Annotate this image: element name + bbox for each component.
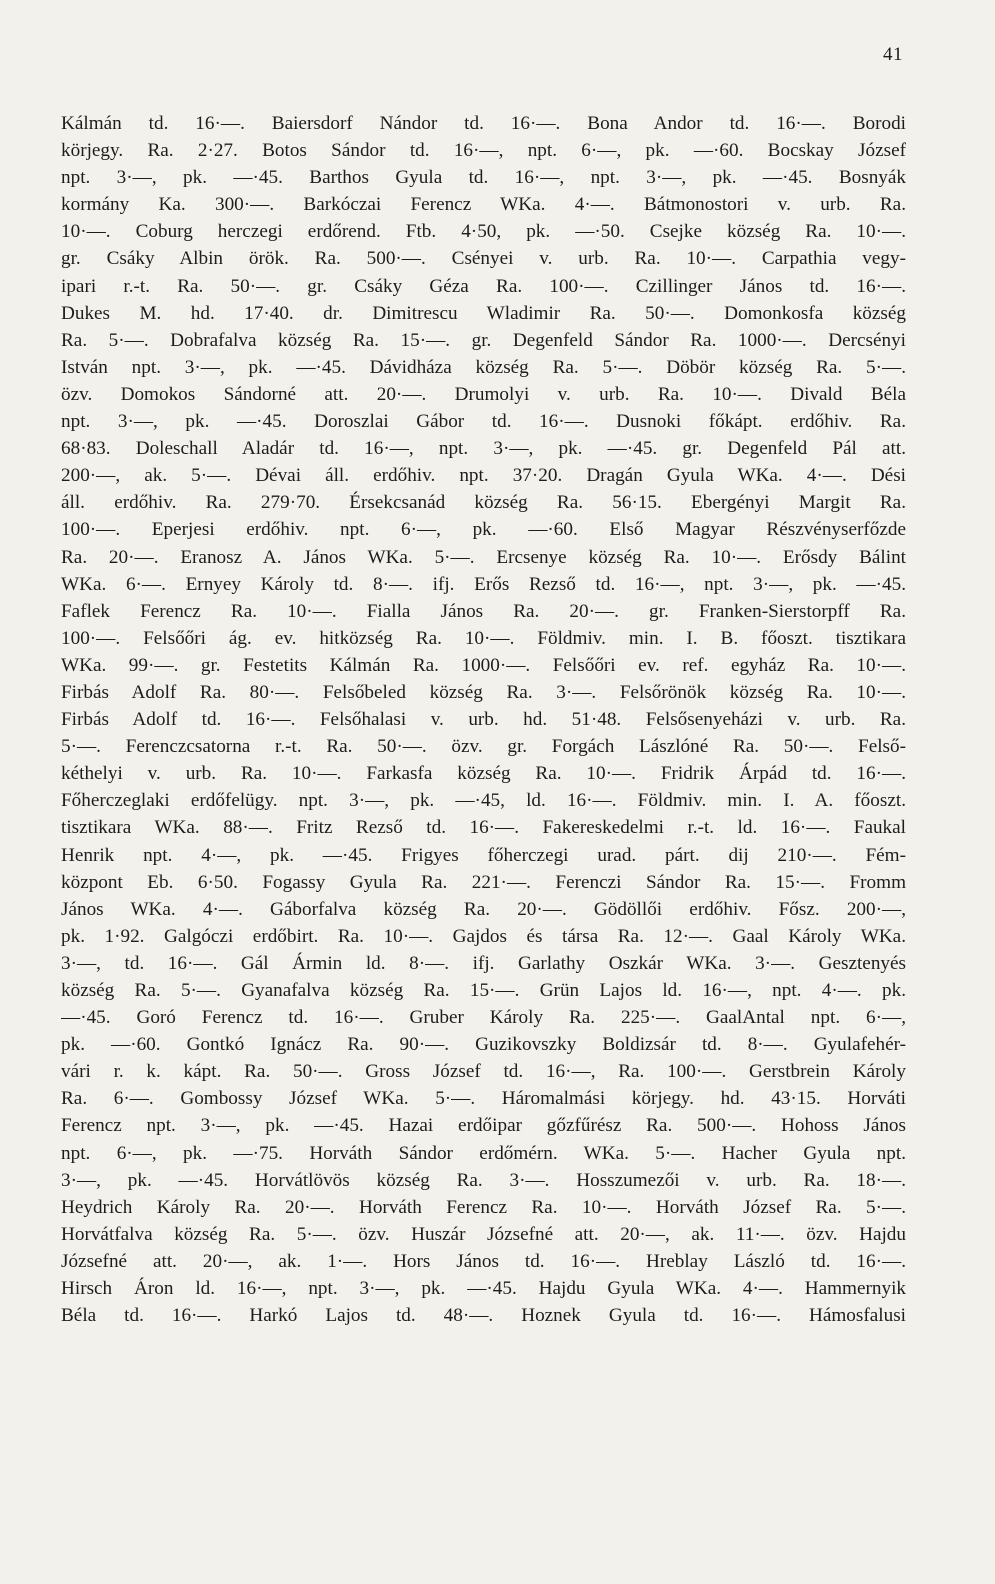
text-line: 3·—, pk. —·45. Horvátlövös község Ra. 3·—. Hosszumezői v. urb. Ra. 18·—. bbox=[61, 1169, 906, 1191]
text-line: kormány Ka. 300·—. Barkóczai Ferencz WKa. 4·—. Bátmonostori v. urb. Ra. bbox=[61, 194, 906, 216]
text-line: Firbás Adolf td. 16·—. Felsőhalasi v. urb. hd. 51·48. Felsősenyeházi v. urb. Ra. bbox=[61, 709, 906, 731]
page-number: 41 bbox=[883, 44, 903, 65]
text-line: Ferencz npt. 3·—, pk. —·45. Hazai erdőipar gőzfűrész Ra. 500·—. Hohoss János bbox=[61, 1115, 906, 1137]
text-line: 3·—, td. 16·—. Gál Ármin ld. 8·—. ifj. Garlathy Oszkár WKa. 3·—. Gesztenyés bbox=[61, 952, 906, 974]
text-line: —·45. Goró Ferencz td. 16·—. Gruber Károly Ra. 225·—. GaalAntal npt. 6·—, bbox=[61, 1007, 906, 1029]
text-line: 68·83. Doleschall Aladár td. 16·—, npt. 3·—, pk. —·45. gr. Degenfeld Pál att. bbox=[61, 438, 906, 460]
text-line: István npt. 3·—, pk. —·45. Dávidháza község Ra. 5·—. Döbör község Ra. 5·—. bbox=[61, 356, 906, 378]
text-line: Faflek Ferencz Ra. 10·—. Fialla János Ra. 20·—. gr. Franken-Sierstorpff Ra. bbox=[61, 600, 906, 622]
text-line: Béla td. 16·—. Harkó Lajos td. 48·—. Hoznek Gyula td. 16·—. Hámosfalusi bbox=[61, 1305, 906, 1327]
text-line: Főherczeglaki erdőfelügy. npt. 3·—, pk. —·45, ld. 16·—. Földmiv. min. I. A. főoszt. bbox=[61, 790, 906, 812]
text-line: áll. erdőhiv. Ra. 279·70. Érsekcsanád község Ra. 56·15. Ebergényi Margit Ra. bbox=[61, 492, 906, 514]
text-line: Horvátfalva község Ra. 5·—. özv. Huszár Józsefné att. 20·—, ak. 11·—. özv. Hajdu bbox=[61, 1223, 906, 1245]
text-line: Ra. 5·—. Dobrafalva község Ra. 15·—. gr. Degenfeld Sándor Ra. 1000·—. Dercsényi bbox=[61, 329, 906, 351]
text-line: 10·—. Coburg herczegi erdőrend. Ftb. 4·50, pk. —·50. Csejke község Ra. 10·—. bbox=[61, 221, 906, 243]
text-line: WKa. 99·—. gr. Festetits Kálmán Ra. 1000·—. Felsőőri ev. ref. egyház Ra. 10·—. bbox=[61, 654, 906, 676]
text-line: tisztikara WKa. 88·—. Fritz Rezső td. 16·—. Fakereskedelmi r.-t. ld. 16·—. Faukal bbox=[61, 817, 906, 839]
text-line: község Ra. 5·—. Gyanafalva község Ra. 15·—. Grün Lajos ld. 16·—, npt. 4·—. pk. bbox=[61, 980, 906, 1001]
text-line: Hirsch Áron ld. 16·—, npt. 3·—, pk. —·45. Hajdu Gyula WKa. 4·—. Hammernyik bbox=[61, 1278, 906, 1300]
text-line: Firbás Adolf Ra. 80·—. Felsőbeled község Ra. 3·—. Felsőrönök község Ra. 10·—. bbox=[61, 681, 906, 703]
text-line: központ Eb. 6·50. Fogassy Gyula Ra. 221·—. Ferenczi Sándor Ra. 15·—. Fromm bbox=[61, 871, 906, 893]
text-line: kéthelyi v. urb. Ra. 10·—. Farkasfa község Ra. 10·—. Fridrik Árpád td. 16·—. bbox=[61, 763, 906, 785]
donor-list-text bbox=[61, 110, 906, 1329]
text-line: Heydrich Károly Ra. 20·—. Horváth Ferencz Ra. 10·—. Horváth József Ra. 5·—. bbox=[61, 1196, 906, 1218]
text-line: ipari r.-t. Ra. 50·—. gr. Csáky Géza Ra. 100·—. Czillinger János td. 16·—. bbox=[61, 275, 906, 297]
text-line: 100·—. Eperjesi erdőhiv. npt. 6·—, pk. —·60. Első Magyar Részvényserfőzde bbox=[61, 519, 906, 541]
text-line: Henrik npt. 4·—, pk. —·45. Frigyes főherczegi urad. párt. dij 210·—. Fém- bbox=[61, 844, 906, 866]
text-line: özv. Domokos Sándorné att. 20·—. Drumolyi v. urb. Ra. 10·—. Divald Béla bbox=[61, 383, 906, 405]
text-line: Ra. 20·—. Eranosz A. János WKa. 5·—. Ercsenye község Ra. 10·—. Erősdy Bálint bbox=[61, 546, 906, 568]
text-line: János WKa. 4·—. Gáborfalva község Ra. 20·—. Gödöllői erdőhiv. Fősz. 200·—, bbox=[61, 898, 906, 920]
text-line: körjegy. Ra. 2·27. Botos Sándor td. 16·—, npt. 6·—, pk. —·60. Bocskay József bbox=[61, 140, 906, 162]
text-line: 200·—, ak. 5·—. Dévai áll. erdőhiv. npt. 37·20. Dragán Gyula WKa. 4·—. Dési bbox=[61, 465, 906, 487]
text-line: vári r. k. kápt. Ra. 50·—. Gross József td. 16·—, Ra. 100·—. Gerstbrein Károly bbox=[61, 1061, 906, 1083]
text-line: pk. —·60. Gontkó Ignácz Ra. 90·—. Guzikovszky Boldizsár td. 8·—. Gyulafehér- bbox=[61, 1034, 906, 1056]
text-line: 100·—. Felsőőri ág. ev. hitközség Ra. 10·—. Földmiv. min. I. B. főoszt. tisztikara bbox=[61, 627, 906, 649]
text-line: npt. 3·—, pk. —·45. Doroszlai Gábor td. 16·—. Dusnoki főkápt. erdőhiv. Ra. bbox=[61, 411, 906, 433]
text-line: npt. 6·—, pk. —·75. Horváth Sándor erdőmérn. WKa. 5·—. Hacher Gyula npt. bbox=[61, 1142, 906, 1164]
text-line: Józsefné att. 20·—, ak. 1·—. Hors János td. 16·—. Hreblay László td. 16·—. bbox=[61, 1250, 906, 1272]
text-line: npt. 3·—, pk. —·45. Barthos Gyula td. 16·—, npt. 3·—, pk. —·45. Bosnyák bbox=[61, 167, 906, 189]
text-line: Kálmán td. 16·—. Baiersdorf Nándor td. 16·—. Bona Andor td. 16·—. Borodi bbox=[61, 113, 906, 134]
text-line: Dukes M. hd. 17·40. dr. Dimitrescu Wladimir Ra. 50·—. Domonkosfa község bbox=[61, 302, 906, 324]
text-line: pk. 1·92. Galgóczi erdőbirt. Ra. 10·—. Gajdos és társa Ra. 12·—. Gaal Károly WKa. bbox=[61, 925, 906, 947]
text-line: 5·—. Ferenczcsatorna r.-t. Ra. 50·—. özv. gr. Forgách Lászlóné Ra. 50·—. Felső- bbox=[61, 736, 906, 758]
text-line: gr. Csáky Albin örök. Ra. 500·—. Csényei v. urb. Ra. 10·—. Carpathia vegy- bbox=[61, 248, 906, 270]
text-line: Ra. 6·—. Gombossy József WKa. 5·—. Háromalmási körjegy. hd. 43·15. Horváti bbox=[61, 1088, 906, 1110]
text-line: WKa. 6·—. Ernyey Károly td. 8·—. ifj. Erős Rezső td. 16·—, npt. 3·—, pk. —·45. bbox=[61, 573, 906, 595]
